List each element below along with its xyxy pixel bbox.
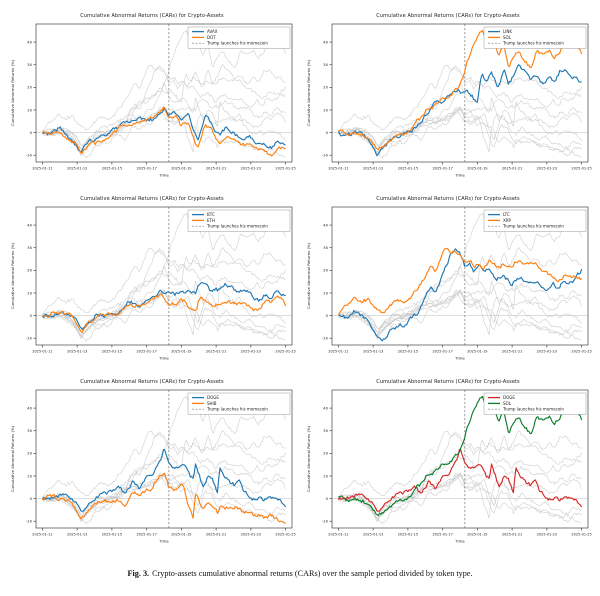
svg-text:-10: -10 — [321, 335, 328, 341]
svg-text:2025-01-21: 2025-01-21 — [501, 532, 523, 537]
subplot-doge-shib — [6, 378, 298, 559]
svg-text:Trump launches his memecoin: Trump launches his memecoin — [503, 40, 564, 46]
y-axis-ticks — [26, 39, 36, 157]
background-series — [338, 431, 581, 524]
subplot-title: Cumulative Abnormal Returns (CARs) for Crypto-Assets — [376, 13, 520, 19]
svg-text:20: 20 — [323, 450, 328, 456]
svg-text:0: 0 — [29, 129, 32, 135]
svg-text:2025-01-21: 2025-01-21 — [501, 349, 523, 354]
svg-text:-10: -10 — [25, 518, 32, 524]
svg-text:40: 40 — [27, 405, 32, 411]
x-axis-ticks — [328, 528, 592, 537]
svg-text:2025-01-15: 2025-01-15 — [101, 532, 123, 537]
svg-text:10: 10 — [27, 290, 32, 296]
svg-text:2025-01-11: 2025-01-11 — [328, 532, 349, 537]
plot-canvas-avax-dot — [6, 21, 298, 191]
y-axis-label: Cumulative Abnormal Returns (%) — [306, 59, 311, 127]
y-axis-label: Cumulative Abnormal Returns (%) — [10, 425, 15, 493]
x-axis-ticks — [32, 162, 296, 171]
svg-text:DOGE: DOGE — [207, 395, 219, 401]
subplot-doge-sol — [302, 378, 594, 559]
plot-canvas-link-sol — [302, 21, 594, 191]
svg-text:2025-01-17: 2025-01-17 — [136, 166, 157, 171]
series-eth-line — [338, 477, 581, 515]
svg-text:0: 0 — [325, 129, 328, 135]
subplot-ltc-xrp — [302, 195, 594, 376]
svg-text:10: 10 — [323, 290, 328, 296]
subplot-title: Cumulative Abnormal Returns (CARs) for Crypto-Assets — [80, 196, 224, 202]
svg-text:XRP: XRP — [503, 217, 511, 223]
series-xrp-line — [42, 249, 285, 315]
x-axis-ticks — [328, 162, 592, 171]
svg-text:2025-01-25: 2025-01-25 — [571, 532, 592, 537]
svg-text:2025-01-13: 2025-01-13 — [66, 532, 88, 537]
svg-text:30: 30 — [27, 428, 32, 434]
subplot-title: Cumulative Abnormal Returns (CARs) for Crypto-Assets — [80, 379, 224, 385]
svg-text:2025-01-15: 2025-01-15 — [101, 349, 123, 354]
y-axis-ticks — [322, 405, 332, 523]
x-axis-label: Time — [159, 355, 169, 361]
caption-label: Fig. 3. — [127, 569, 150, 578]
svg-text:BTC: BTC — [207, 212, 215, 218]
legend — [188, 210, 290, 231]
svg-text:Trump launches his memecoin: Trump launches his memecoin — [207, 223, 268, 229]
x-axis-ticks — [328, 345, 592, 354]
x-axis-label: Time — [455, 172, 465, 178]
y-axis-label: Cumulative Abnormal Returns (%) — [306, 425, 311, 493]
svg-text:2025-01-11: 2025-01-11 — [32, 532, 53, 537]
svg-text:2025-01-25: 2025-01-25 — [275, 532, 296, 537]
svg-text:2025-01-23: 2025-01-23 — [240, 349, 262, 354]
svg-text:40: 40 — [323, 222, 328, 228]
svg-text:2025-01-23: 2025-01-23 — [240, 532, 262, 537]
svg-text:2025-01-13: 2025-01-13 — [362, 166, 384, 171]
figure-caption — [0, 569, 600, 578]
svg-text:2025-01-11: 2025-01-11 — [32, 166, 53, 171]
svg-text:20: 20 — [27, 84, 32, 90]
background-series — [42, 396, 285, 524]
svg-text:2025-01-17: 2025-01-17 — [432, 166, 453, 171]
svg-text:ETH: ETH — [207, 217, 215, 223]
subplot-title: Cumulative Abnormal Returns (CARs) for Crypto-Assets — [376, 379, 520, 385]
svg-text:Trump launches his memecoin: Trump launches his memecoin — [503, 406, 564, 412]
svg-text:20: 20 — [323, 267, 328, 273]
series-eth-line — [338, 294, 581, 332]
svg-text:2025-01-13: 2025-01-13 — [362, 349, 384, 354]
series-xrp-line — [42, 432, 285, 498]
svg-text:30: 30 — [27, 62, 32, 68]
svg-text:DOGE: DOGE — [503, 395, 515, 401]
svg-text:2025-01-15: 2025-01-15 — [397, 166, 419, 171]
svg-text:2025-01-23: 2025-01-23 — [536, 349, 558, 354]
y-axis-label: Cumulative Abnormal Returns (%) — [306, 242, 311, 310]
series-xrp-line — [338, 66, 581, 132]
background-series — [42, 213, 285, 341]
svg-text:2025-01-13: 2025-01-13 — [66, 166, 88, 171]
svg-text:2025-01-17: 2025-01-17 — [432, 532, 453, 537]
svg-text:20: 20 — [323, 84, 328, 90]
svg-text:2025-01-19: 2025-01-19 — [467, 349, 488, 354]
svg-text:10: 10 — [27, 107, 32, 113]
svg-text:-10: -10 — [321, 152, 328, 158]
svg-text:2025-01-19: 2025-01-19 — [171, 349, 192, 354]
svg-text:-10: -10 — [25, 335, 32, 341]
x-axis-ticks — [32, 528, 296, 537]
svg-text:-10: -10 — [321, 518, 328, 524]
plot-canvas-doge-sol — [302, 387, 594, 557]
svg-text:2025-01-11: 2025-01-11 — [32, 349, 53, 354]
svg-text:30: 30 — [27, 245, 32, 251]
subplot-avax-dot — [6, 12, 298, 193]
svg-text:2025-01-15: 2025-01-15 — [101, 166, 123, 171]
svg-text:2025-01-11: 2025-01-11 — [328, 349, 349, 354]
background-series — [338, 213, 581, 340]
svg-text:2025-01-23: 2025-01-23 — [536, 532, 558, 537]
series-xrp-line — [338, 249, 581, 315]
legend — [484, 393, 586, 414]
svg-text:2025-01-15: 2025-01-15 — [397, 532, 419, 537]
svg-text:2025-01-21: 2025-01-21 — [205, 532, 227, 537]
y-axis-ticks — [26, 405, 36, 523]
caption-text: Crypto-assets cumulative abnormal returns (CARs) over the sample period divided by token type. — [152, 569, 473, 578]
svg-text:30: 30 — [323, 245, 328, 251]
x-axis-label: Time — [159, 538, 169, 544]
svg-text:40: 40 — [27, 39, 32, 45]
svg-text:40: 40 — [323, 39, 328, 45]
svg-text:SHIB: SHIB — [207, 400, 217, 406]
svg-text:2025-01-25: 2025-01-25 — [275, 349, 296, 354]
svg-text:2025-01-17: 2025-01-17 — [432, 349, 453, 354]
svg-text:10: 10 — [323, 107, 328, 113]
svg-text:SOL: SOL — [503, 34, 511, 40]
x-axis-label: Time — [159, 172, 169, 178]
svg-text:2025-01-19: 2025-01-19 — [467, 532, 488, 537]
subplot-btc-eth — [6, 195, 298, 376]
x-axis-label: Time — [455, 355, 465, 361]
svg-text:2025-01-13: 2025-01-13 — [66, 349, 88, 354]
svg-text:Trump launches his memecoin: Trump launches his memecoin — [503, 223, 564, 229]
svg-text:LINK: LINK — [503, 29, 513, 35]
svg-text:10: 10 — [27, 473, 32, 479]
svg-text:0: 0 — [29, 312, 32, 318]
svg-text:Trump launches his memecoin: Trump launches his memecoin — [207, 40, 268, 46]
plot-canvas-ltc-xrp — [302, 204, 594, 374]
y-axis-label: Cumulative Abnormal Returns (%) — [10, 59, 15, 127]
svg-text:DOT: DOT — [207, 34, 216, 40]
svg-text:0: 0 — [29, 495, 32, 501]
x-axis-ticks — [32, 345, 296, 354]
svg-text:Trump launches his memecoin: Trump launches his memecoin — [207, 406, 268, 412]
svg-text:2025-01-21: 2025-01-21 — [205, 166, 227, 171]
y-axis-ticks — [322, 39, 332, 157]
svg-text:0: 0 — [325, 495, 328, 501]
subplot-title: Cumulative Abnormal Returns (CARs) for Crypto-Assets — [376, 196, 520, 202]
plot-canvas-doge-shib — [6, 387, 298, 557]
svg-text:2025-01-23: 2025-01-23 — [536, 166, 558, 171]
plot-canvas-btc-eth — [6, 204, 298, 374]
svg-text:30: 30 — [323, 62, 328, 68]
subplot-title: Cumulative Abnormal Returns (CARs) for Crypto-Assets — [80, 13, 224, 19]
legend — [188, 27, 290, 48]
svg-text:20: 20 — [27, 450, 32, 456]
svg-text:2025-01-19: 2025-01-19 — [467, 166, 488, 171]
svg-text:30: 30 — [323, 428, 328, 434]
svg-text:40: 40 — [27, 222, 32, 228]
y-axis-ticks — [26, 222, 36, 340]
svg-text:2025-01-25: 2025-01-25 — [571, 349, 592, 354]
svg-text:2025-01-25: 2025-01-25 — [275, 166, 296, 171]
svg-text:2025-01-21: 2025-01-21 — [205, 349, 227, 354]
y-axis-label: Cumulative Abnormal Returns (%) — [10, 242, 15, 310]
svg-text:2025-01-17: 2025-01-17 — [136, 532, 157, 537]
x-axis-label: Time — [455, 538, 465, 544]
series-xrp-line — [42, 66, 285, 132]
y-axis-ticks — [322, 222, 332, 340]
svg-text:10: 10 — [323, 473, 328, 479]
background-series — [42, 30, 285, 157]
svg-text:0: 0 — [325, 312, 328, 318]
svg-text:20: 20 — [27, 267, 32, 273]
subplot-grid — [0, 12, 600, 559]
svg-text:2025-01-21: 2025-01-21 — [501, 166, 523, 171]
svg-text:2025-01-11: 2025-01-11 — [328, 166, 349, 171]
legend — [484, 27, 586, 48]
series-eth-line — [338, 111, 581, 149]
svg-text:SOL: SOL — [503, 400, 511, 406]
series-xrp-line — [338, 432, 581, 498]
svg-text:2025-01-19: 2025-01-19 — [171, 532, 192, 537]
subplot-link-sol — [302, 12, 594, 193]
svg-text:2025-01-13: 2025-01-13 — [362, 532, 384, 537]
svg-text:2025-01-25: 2025-01-25 — [571, 166, 592, 171]
legend — [484, 210, 586, 231]
svg-text:40: 40 — [323, 405, 328, 411]
svg-text:2025-01-17: 2025-01-17 — [136, 349, 157, 354]
svg-text:LTC: LTC — [503, 212, 510, 218]
series-eth-line — [42, 294, 285, 332]
svg-text:2025-01-15: 2025-01-15 — [397, 349, 419, 354]
svg-text:-10: -10 — [25, 152, 32, 158]
legend — [188, 393, 290, 414]
svg-text:2025-01-23: 2025-01-23 — [240, 166, 262, 171]
svg-text:2025-01-19: 2025-01-19 — [171, 166, 192, 171]
svg-text:AVAX: AVAX — [207, 29, 218, 35]
series-eth-line — [42, 477, 285, 515]
